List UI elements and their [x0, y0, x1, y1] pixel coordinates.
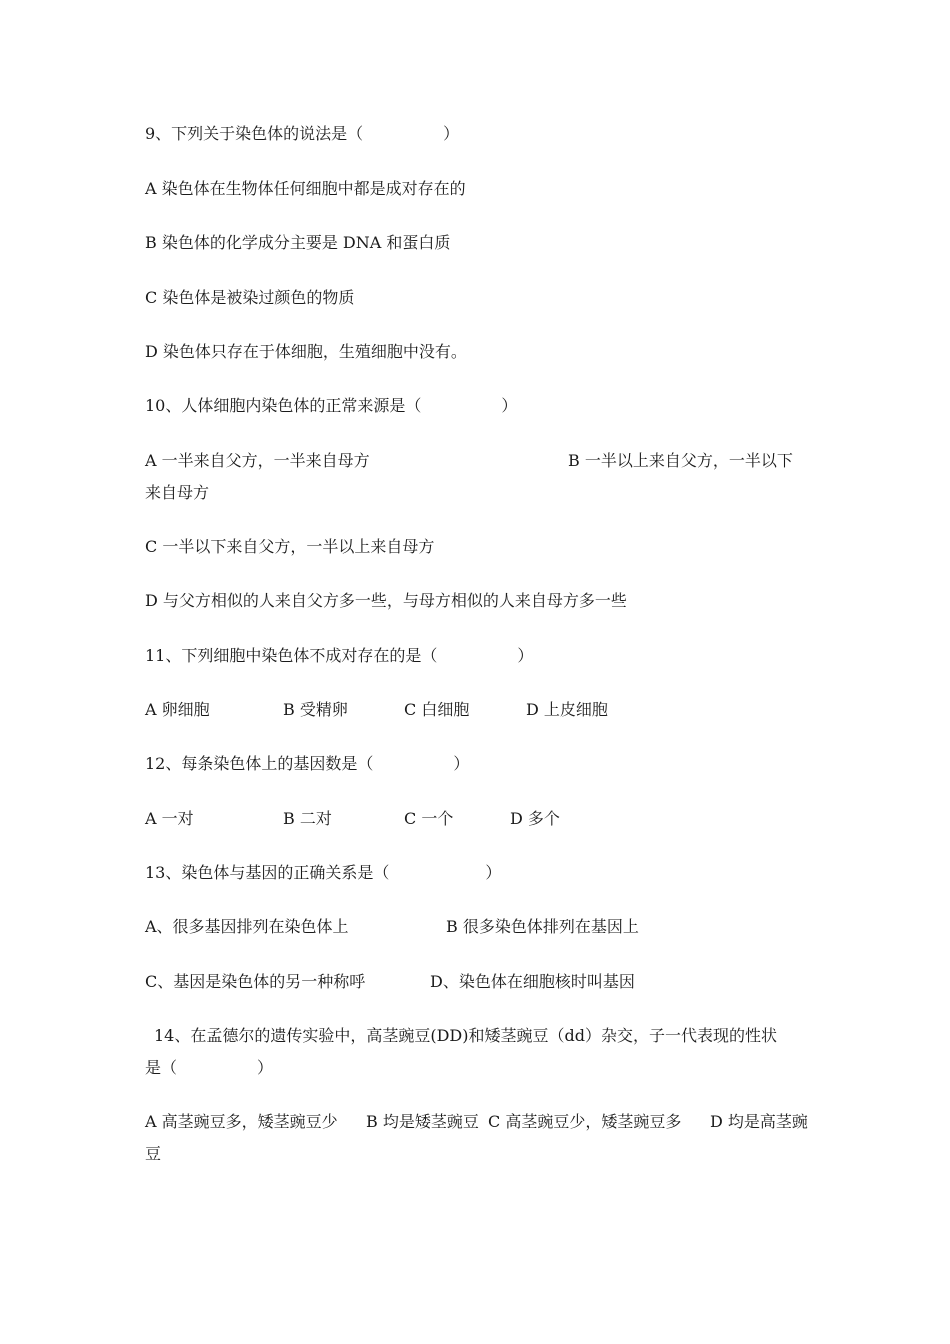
question-10-option-a: A 一半来自父方，一半来自母方	[145, 451, 370, 470]
question-10-option-d: D 与父方相似的人来自父方多一些，与母方相似的人来自母方多一些	[145, 591, 627, 610]
question-10-option-b: B 一半以上来自父方，一半以下	[568, 451, 793, 470]
question-9-stem: 9、下列关于染色体的说法是（ ）	[145, 124, 460, 143]
question-10-stem: 10、人体细胞内染色体的正常来源是（ ）	[145, 396, 518, 415]
question-11-stem: 11、下列细胞中染色体不成对存在的是（ ）	[145, 646, 534, 665]
question-12-option-b: B 二对	[283, 809, 332, 828]
question-11-option-c: C 白细胞	[404, 700, 470, 719]
question-10-option-b-cont: 来自母方	[145, 483, 210, 502]
question-14-option-b: B 均是矮茎豌豆	[366, 1112, 479, 1131]
question-13-option-c: C、基因是染色体的另一种称呼	[145, 972, 366, 991]
question-12-stem: 12、每条染色体上的基因数是（ ）	[145, 754, 470, 773]
question-10-option-c: C 一半以下来自父方，一半以上来自母方	[145, 537, 435, 556]
question-12-option-a: A 一对	[145, 809, 194, 828]
question-12-option-d: D 多个	[510, 809, 560, 828]
question-14-option-c: C 高茎豌豆少，矮茎豌豆多	[488, 1112, 682, 1131]
question-14-option-a: A 高茎豌豆多，矮茎豌豆少	[145, 1112, 338, 1131]
question-9-option-c: C 染色体是被染过颜色的物质	[145, 288, 355, 307]
question-14-stem-cont: 是（ ）	[145, 1058, 274, 1077]
question-9-option-a: A 染色体在生物体任何细胞中都是成对存在的	[145, 179, 466, 198]
question-11-option-d: D 上皮细胞	[526, 700, 608, 719]
question-9-option-d: D 染色体只存在于体细胞，生殖细胞中没有。	[145, 342, 467, 361]
question-14-stem: 14、在孟德尔的遗传实验中，高茎豌豆(DD)和矮茎豌豆（dd）杂交，子一代表现的性状	[154, 1026, 777, 1045]
question-14-option-d: D 均是高茎豌	[710, 1112, 808, 1131]
question-11-option-b: B 受精卵	[283, 700, 348, 719]
question-13-stem: 13、染色体与基因的正确关系是（ ）	[145, 863, 502, 882]
question-14-option-d-cont: 豆	[145, 1144, 162, 1163]
question-13-option-d: D、染色体在细胞核时叫基因	[430, 972, 635, 991]
question-12-option-c: C 一个	[404, 809, 454, 828]
question-9-option-b: B 染色体的化学成分主要是 DNA 和蛋白质	[145, 233, 451, 252]
question-11-option-a: A 卵细胞	[145, 700, 210, 719]
question-13-option-a: A、很多基因排列在染色体上	[145, 917, 349, 936]
question-13-option-b: B 很多染色体排列在基因上	[446, 917, 639, 936]
